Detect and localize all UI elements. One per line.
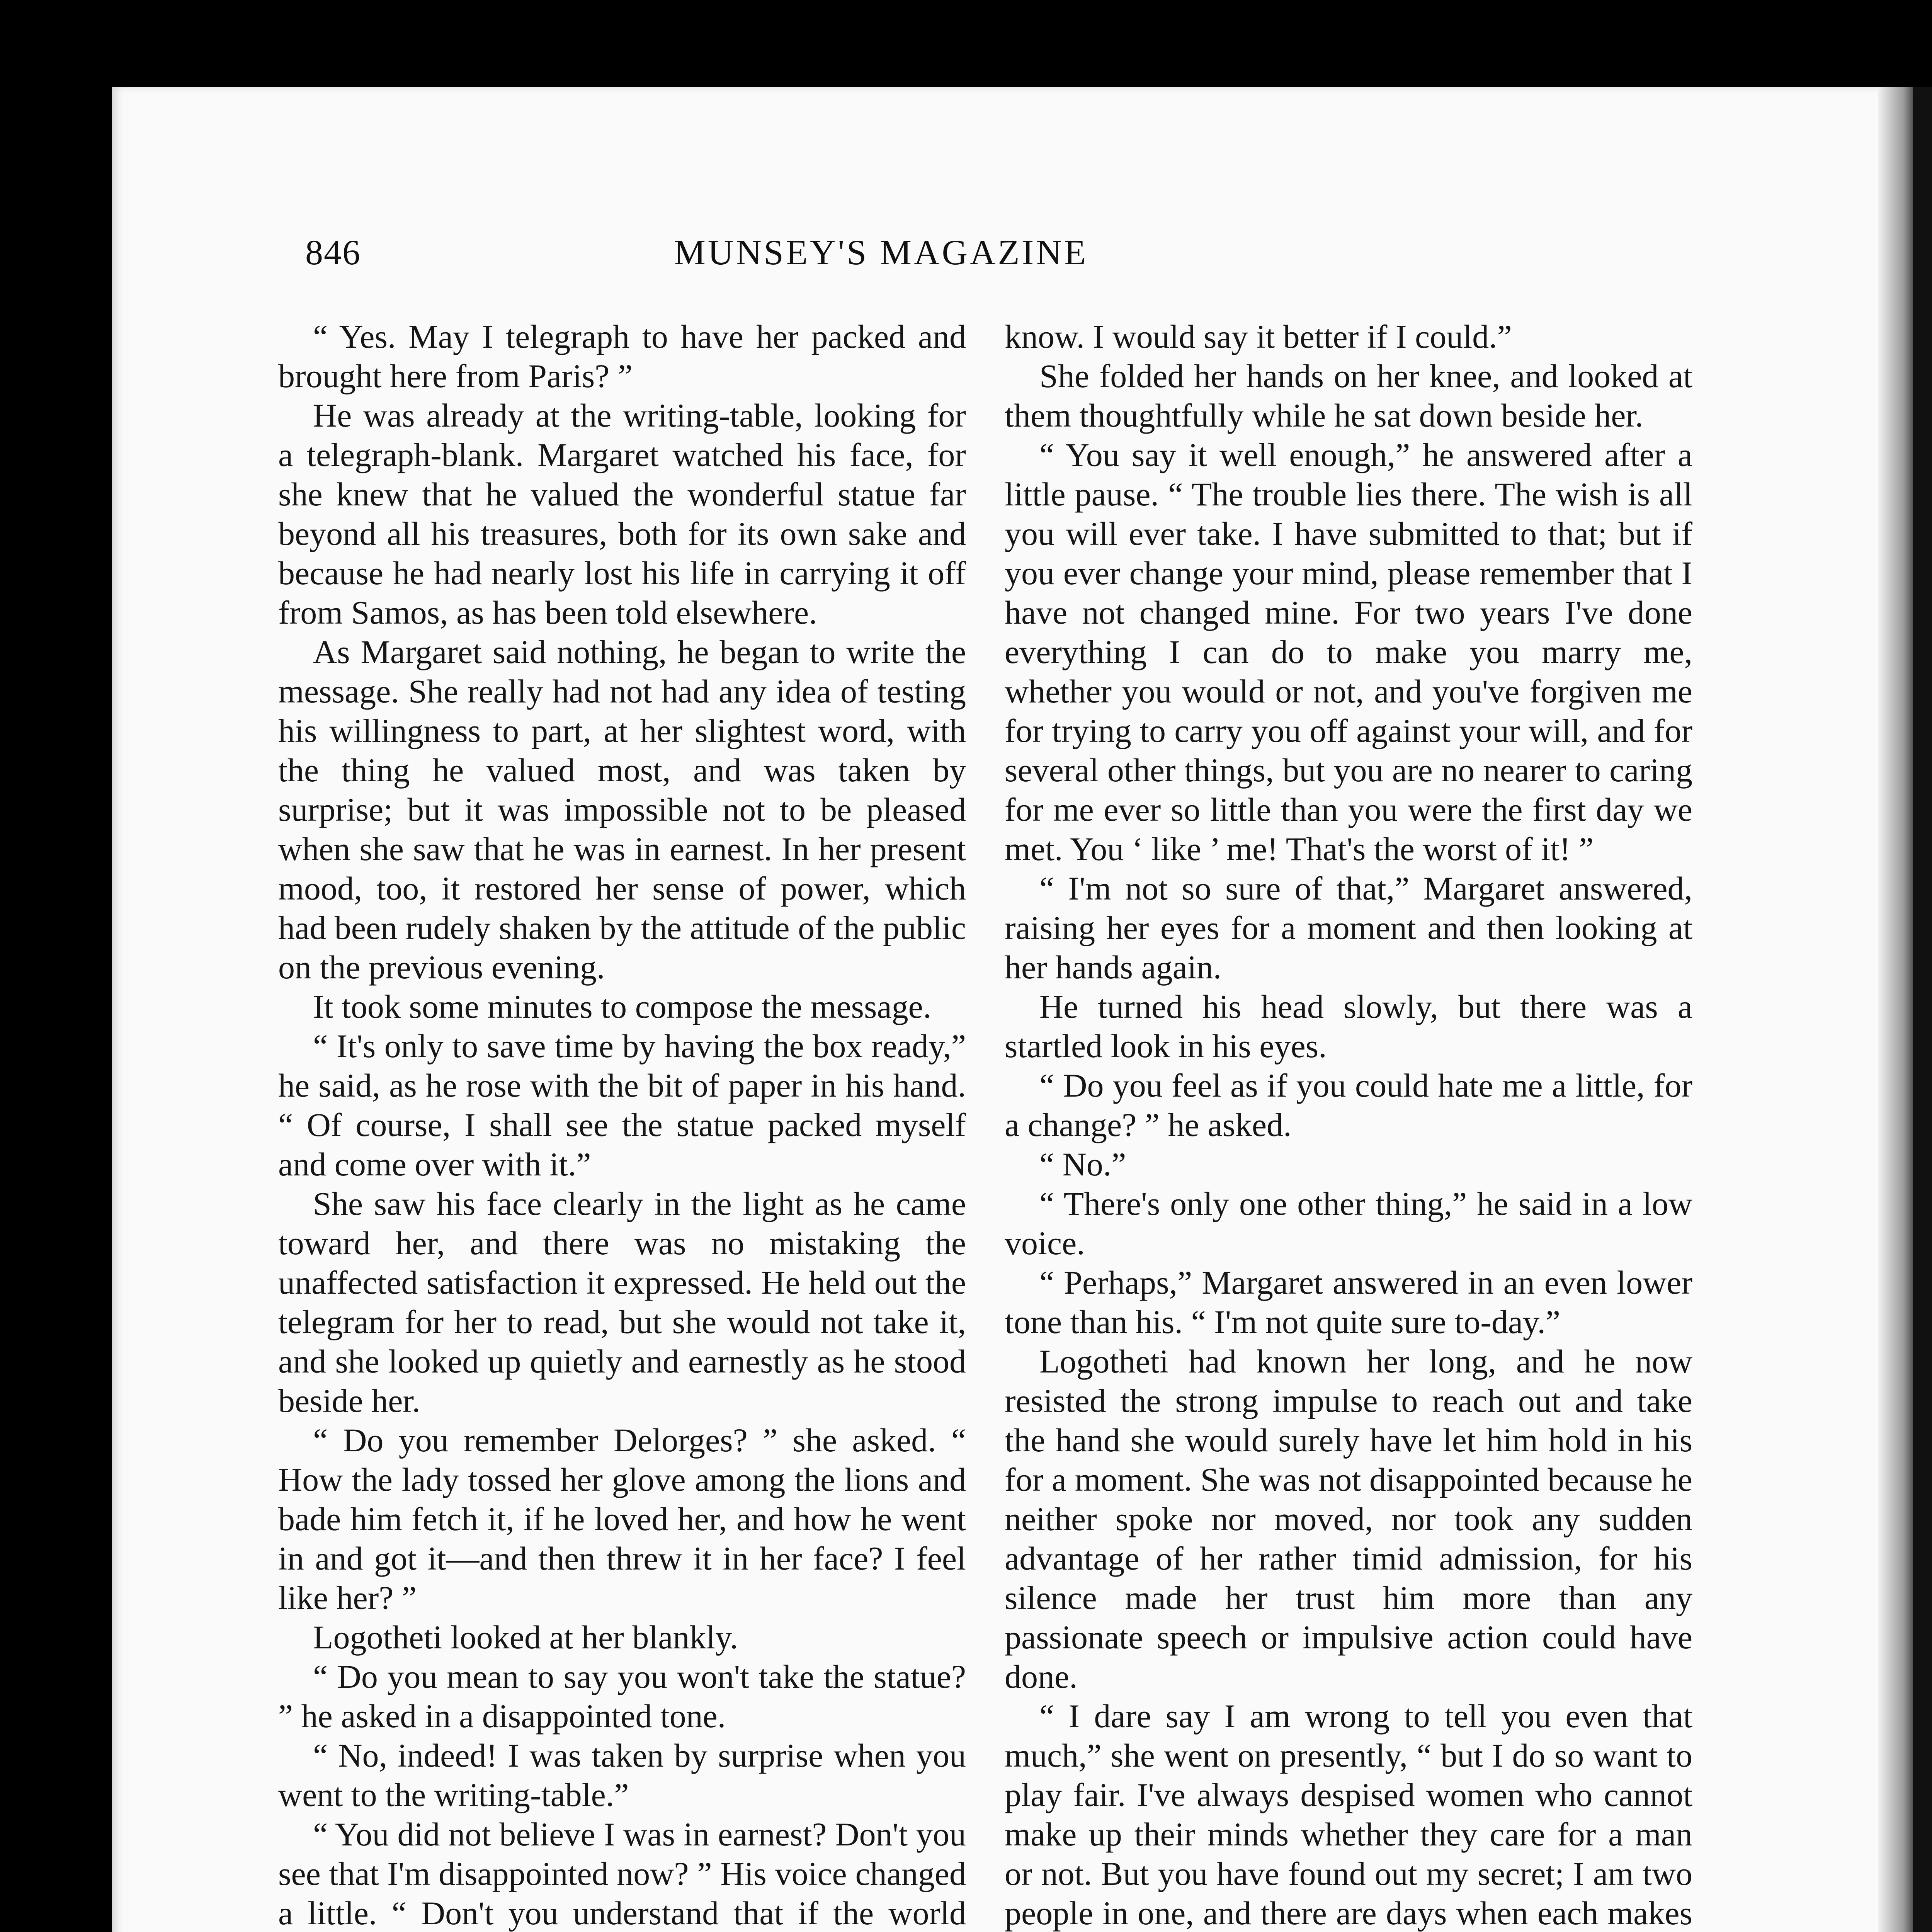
paragraph: He turned his head slowly, but there was a startled look in his eyes. (1005, 988, 1692, 1065)
paragraph: “ No, indeed! I was taken by surprise when you went to the writing-table.” (278, 1737, 966, 1813)
running-title: MUNSEY'S MAGAZINE (674, 233, 1088, 272)
paragraph: “ Yes. May I telegraph to have her packed and brought here from Paris? ” (278, 318, 966, 395)
paragraph: “ Do you feel as if you could hate me a little, for a change? ” he asked. (1005, 1067, 1692, 1143)
text-column-left (278, 317, 966, 1932)
text-column-right (1005, 317, 1692, 1932)
paragraph: “ Do you mean to say you won't take the statue? ” he asked in a disappointed tone. (278, 1658, 966, 1735)
paragraph: As Margaret said nothing, he began to write the message. She really had not had any idea of testing his willingness to part, at her slightest word, with the thing he valued most, and was taken by surprise; but it was impossible not to be pleased when she saw that he was in earnest. In her present mood, too, it restored her sense of power, which had been rudely shaken by the attitude of the public on the previous evening. (278, 633, 966, 986)
paragraph: “ You did not believe I was in earnest? Don't you see that I'm disappointed now? ” His voice changed a little. “ Don't you understand that if the world (278, 1816, 966, 1932)
paragraph: “ It's only to save time by having the box ready,” he said, as he rose with the bit of paper in his hand. “ Of course, I shall see the statue packed myself and come over with it.” (278, 1027, 966, 1183)
paragraph-continued: know. I would say it better if I could.” (1005, 318, 1512, 355)
paragraph: “ You say it well enough,” he answered after a little pause. “ The trouble lies there. The wish is all you will ever take. I have submitted to that; but if you ever change your mind, please remember that I have not changed mine. For two years I've done everything I can do to make you marry me, whether you would or not, and you've forgiven me for trying to carry you off against your will, and for several other things, but you are no nearer to caring for me ever so little than you were the first day we met. You ‘ like ’ me! That's the worst of it! ” (1005, 436, 1692, 867)
paragraph: Logotheti looked at her blankly. (313, 1619, 738, 1656)
paragraph: “ Do you remember Delorges? ” she asked. “ How the lady tossed her glove among the lions and bade him fetch it, if he loved her, and how he went in and got it—and then threw it in her face? I feel like her? ” (278, 1422, 966, 1616)
paragraph: It took some minutes to compose the message. (313, 988, 932, 1025)
binding-strip (1913, 87, 1932, 1932)
paragraph: “ There's only one other thing,” he said in a low voice. (1005, 1185, 1692, 1262)
paragraph: “ I'm not so sure of that,” Margaret answered, raising her eyes for a moment and then looking at her hands again. (1005, 870, 1692, 986)
page-header (305, 232, 1240, 274)
paragraph: “ No.” (1039, 1146, 1126, 1183)
paragraph: She folded her hands on her knee, and looked at them thoughtfully while he sat down beside her. (1005, 357, 1692, 434)
paragraph: She saw his face clearly in the light as he came toward her, and there was no mistaking the unaffected satisfaction it expressed. He held out the telegram for her to read, but she would not take it, and she looked up quietly and earnestly as he stood beside her. (278, 1185, 966, 1419)
paragraph: “ I dare say I am wrong to tell you even that much,” she went on presently, “ but I do so want to play fair. I've always despised women who cannot make up their minds whether they care for a man or not. But you have found out my secret; I am two people in one, and there are days when each makes (1005, 1697, 1692, 1932)
page-number: 846 (305, 233, 361, 272)
paragraph: Logotheti had known her long, and he now resisted the strong impulse to reach out and take the hand she would surely have let him hold in his for a moment. She was not disappointed because he neither spoke nor moved, nor took any sudden advantage of her rather timid admission, for his silence made her trust him more than any passionate speech or impulsive action could have done. (1005, 1343, 1692, 1695)
paragraph: “ Perhaps,” Margaret answered in an even lower tone than his. “ I'm not quite sure to-day.” (1005, 1264, 1692, 1340)
paragraph: He was already at the writing-table, looking for a telegraph-blank. Margaret watched his face, for she knew that he valued the wonderful statue far beyond all his treasures, both for its own sake and because he had nearly lost his life in carrying it off from Samos, as has been told elsewhere. (278, 397, 966, 631)
